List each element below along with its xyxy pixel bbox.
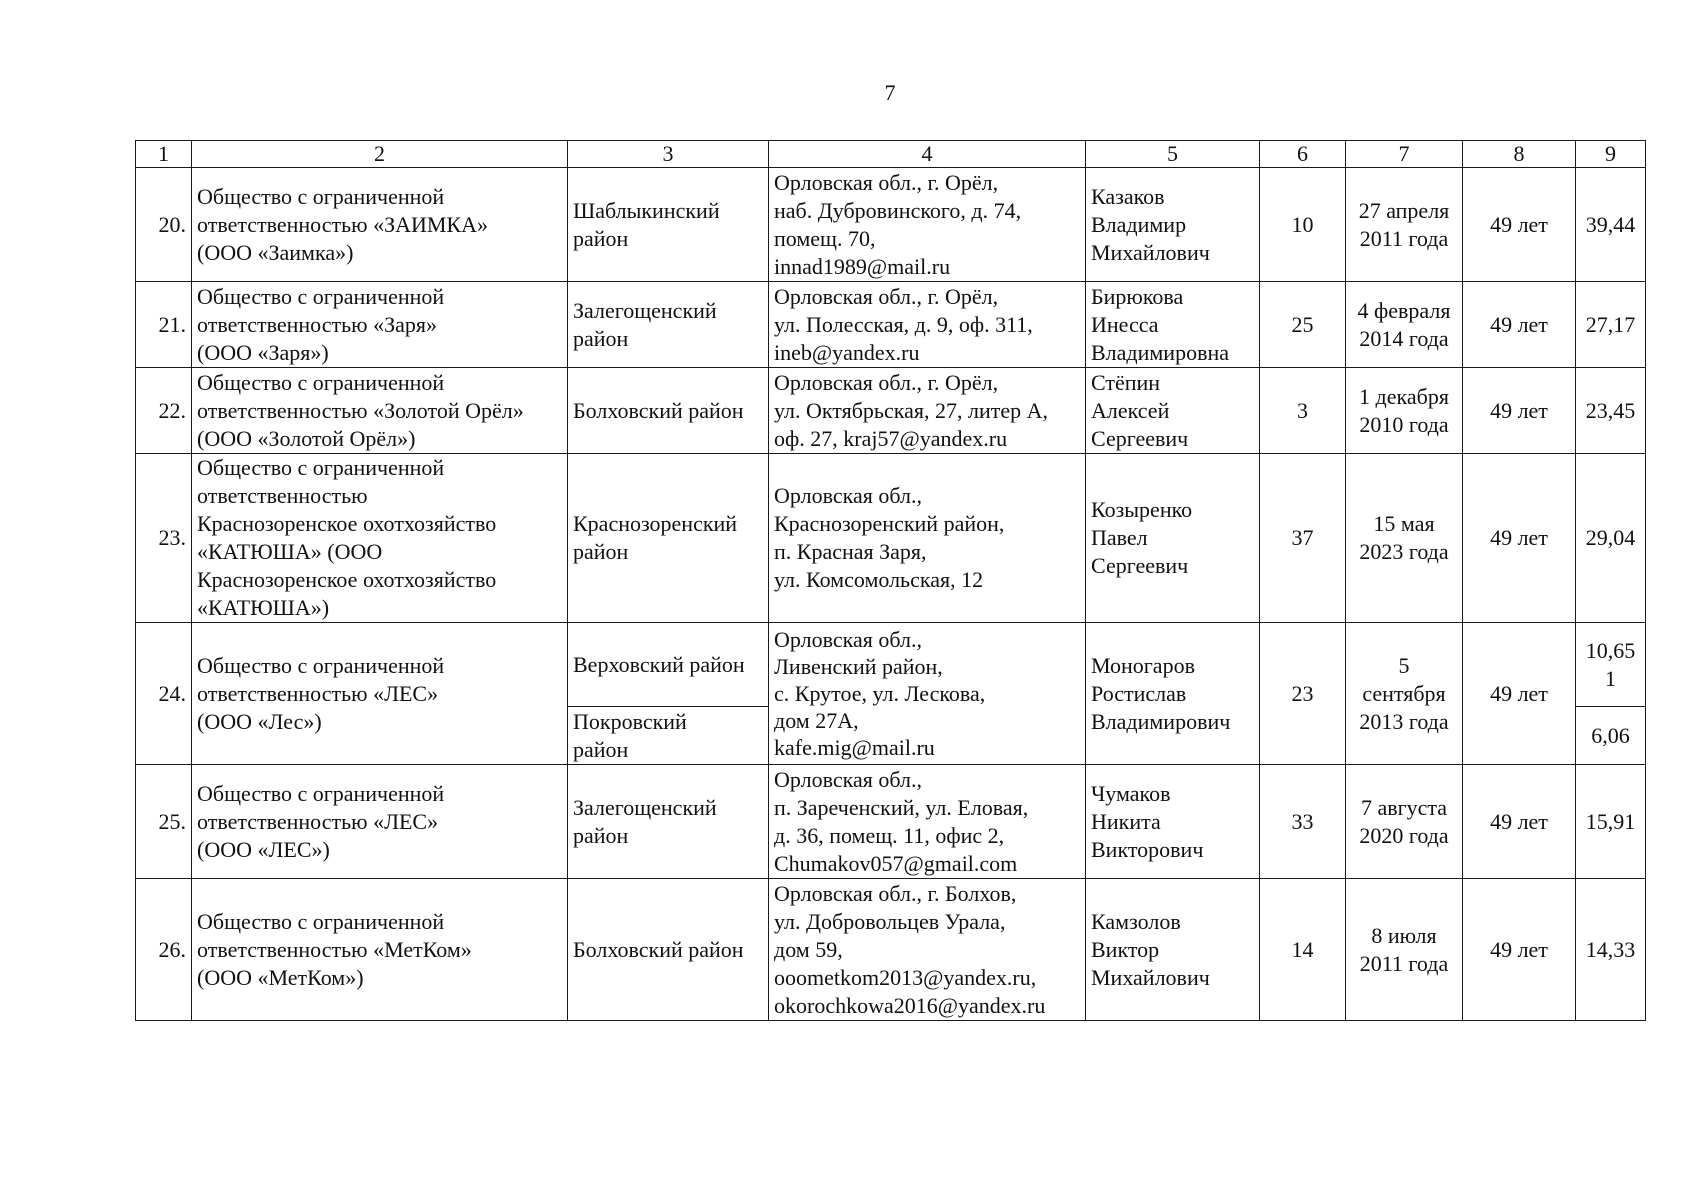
organization-name: Общество с ограниченной ответственностью «ЗАИМКА» (ООО «Заимка») <box>197 183 488 265</box>
term: 49 лет <box>1463 879 1576 1021</box>
head-name: Козыренко Павел Сергеевич <box>1091 497 1193 578</box>
date: 15 мая 2023 года <box>1359 511 1449 564</box>
term: 49 лет <box>1463 368 1576 454</box>
term: 49 лет <box>1463 168 1576 282</box>
row-number: 25. <box>136 765 192 879</box>
district: Болховский район <box>573 936 744 962</box>
term: 49 лет <box>1463 623 1576 765</box>
organization-name: Общество с ограниченной ответственностью Краснозоренское охотхозяйство «КАТЮША» (ООО Краснозоренское охотхозяйство «КАТЮША») <box>197 455 497 620</box>
organization-name: Общество с ограниченной ответственностью «ЛЕС» (ООО «ЛЕС») <box>197 780 445 862</box>
address: Орловская обл., г. Болхов, ул. Добровольцев Урала, дом 59, ooometkom2013@yandex.ru, okorochkowa2016@yandex.ru <box>774 880 1046 1018</box>
date: 1 декабря 2010 года <box>1359 383 1449 437</box>
column-header: 4 <box>769 141 1086 168</box>
organization-name: Общество с ограниченной ответственностью «ЛЕС» (ООО «Лес») <box>197 652 445 734</box>
column-header: 6 <box>1260 141 1346 168</box>
address: Орловская обл., г. Орёл, наб. Дубровинского, д. 74, помещ. 70, innad1989@mail.ru <box>774 169 1022 279</box>
district: Шаблыкинский район <box>573 197 720 251</box>
row-number: 26. <box>136 879 192 1021</box>
table-row <box>136 879 1646 1021</box>
column-6-value: 33 <box>1260 765 1346 879</box>
district: Болховский район <box>573 397 744 423</box>
organization-name: Общество с ограниченной ответственностью «Заря» (ООО «Заря») <box>197 283 445 365</box>
date: 4 февраля 2014 года <box>1357 297 1451 351</box>
column-header: 9 <box>1576 141 1646 168</box>
date: 27 апреля 2011 года <box>1358 197 1450 251</box>
table-row <box>136 765 1646 879</box>
district: Краснозоренский район <box>573 511 738 564</box>
district: Покровский район <box>573 708 687 762</box>
head-name: Камзолов Виктор Михайлович <box>1091 908 1210 990</box>
address: Орловская обл., п. Зареченский, ул. Еловая, д. 36, помещ. 11, офис 2, Chumakov057@gmail.com <box>774 766 1029 876</box>
organization-name: Общество с ограниченной ответственностью «Золотой Орёл» (ООО «Золотой Орёл») <box>197 369 524 451</box>
column-header: 8 <box>1463 141 1576 168</box>
row-number: 23. <box>136 454 192 623</box>
table-row <box>136 168 1646 282</box>
row-number: 24. <box>136 623 192 765</box>
page-number: 7 <box>884 80 896 105</box>
address: Орловская обл., г. Орёл, ул. Полесская, д. 9, оф. 311, ineb@yandex.ru <box>774 283 1033 365</box>
organization-name: Общество с ограниченной ответственностью «МетКом» (ООО «МетКом») <box>197 908 472 990</box>
district: Залегощенский район <box>573 297 717 351</box>
area: 23,45 <box>1585 397 1636 423</box>
area: 15,91 <box>1585 808 1636 834</box>
area: 29,04 <box>1585 525 1636 550</box>
area: 27,17 <box>1585 311 1636 337</box>
head-name: Стёпин Алексей Сергеевич <box>1091 369 1189 451</box>
head-name: Моногаров Ростислав Владимирович <box>1091 652 1231 734</box>
row-number: 21. <box>136 282 192 368</box>
term: 49 лет <box>1463 765 1576 879</box>
column-6-value: 14 <box>1260 879 1346 1021</box>
area: 39,44 <box>1585 211 1636 237</box>
address: Орловская обл., г. Орёл, ул. Октябрьская, 27, литер А, оф. 27, kraj57@yandex.ru <box>774 369 1048 451</box>
column-6-value: 25 <box>1260 282 1346 368</box>
row-number: 20. <box>136 168 192 282</box>
head-name: Казаков Владимир Михайлович <box>1091 183 1210 265</box>
column-6-value: 37 <box>1260 454 1346 623</box>
column-6-value: 23 <box>1260 623 1346 765</box>
registry-table <box>135 140 1646 1021</box>
date: 8 июля 2011 года <box>1359 922 1449 976</box>
address: Орловская обл., Краснозоренский район, п. Красная Заря, ул. Комсомольская, 12 <box>774 483 1005 592</box>
term: 49 лет <box>1463 282 1576 368</box>
row-number: 22. <box>136 368 192 454</box>
table-header-row <box>136 141 1646 168</box>
column-6-value: 3 <box>1260 368 1346 454</box>
area: 10,65 1 <box>1585 637 1636 691</box>
district: Залегощенский район <box>573 794 717 848</box>
head-name: Чумаков Никита Викторович <box>1091 780 1204 862</box>
date: 5 сентября 2013 года <box>1359 652 1449 734</box>
column-header: 5 <box>1086 141 1260 168</box>
table-row <box>136 454 1646 623</box>
column-header: 2 <box>192 141 568 168</box>
area: 14,33 <box>1585 936 1636 962</box>
column-6-value: 10 <box>1260 168 1346 282</box>
address: Орловская обл., Ливенский район, с. Крутое, ул. Лескова, дом 27А, kafe.mig@mail.ru <box>774 627 986 760</box>
table-row <box>136 623 1646 707</box>
term: 49 лет <box>1463 454 1576 623</box>
area: 6,06 <box>1591 722 1630 748</box>
table-row <box>136 282 1646 368</box>
column-header: 1 <box>136 141 192 168</box>
column-header: 7 <box>1346 141 1463 168</box>
date: 7 августа 2020 года <box>1359 794 1449 848</box>
table-row <box>136 368 1646 454</box>
column-header: 3 <box>568 141 769 168</box>
head-name: Бирюкова Инесса Владимировна <box>1091 283 1230 365</box>
district: Верховский район <box>573 651 745 677</box>
